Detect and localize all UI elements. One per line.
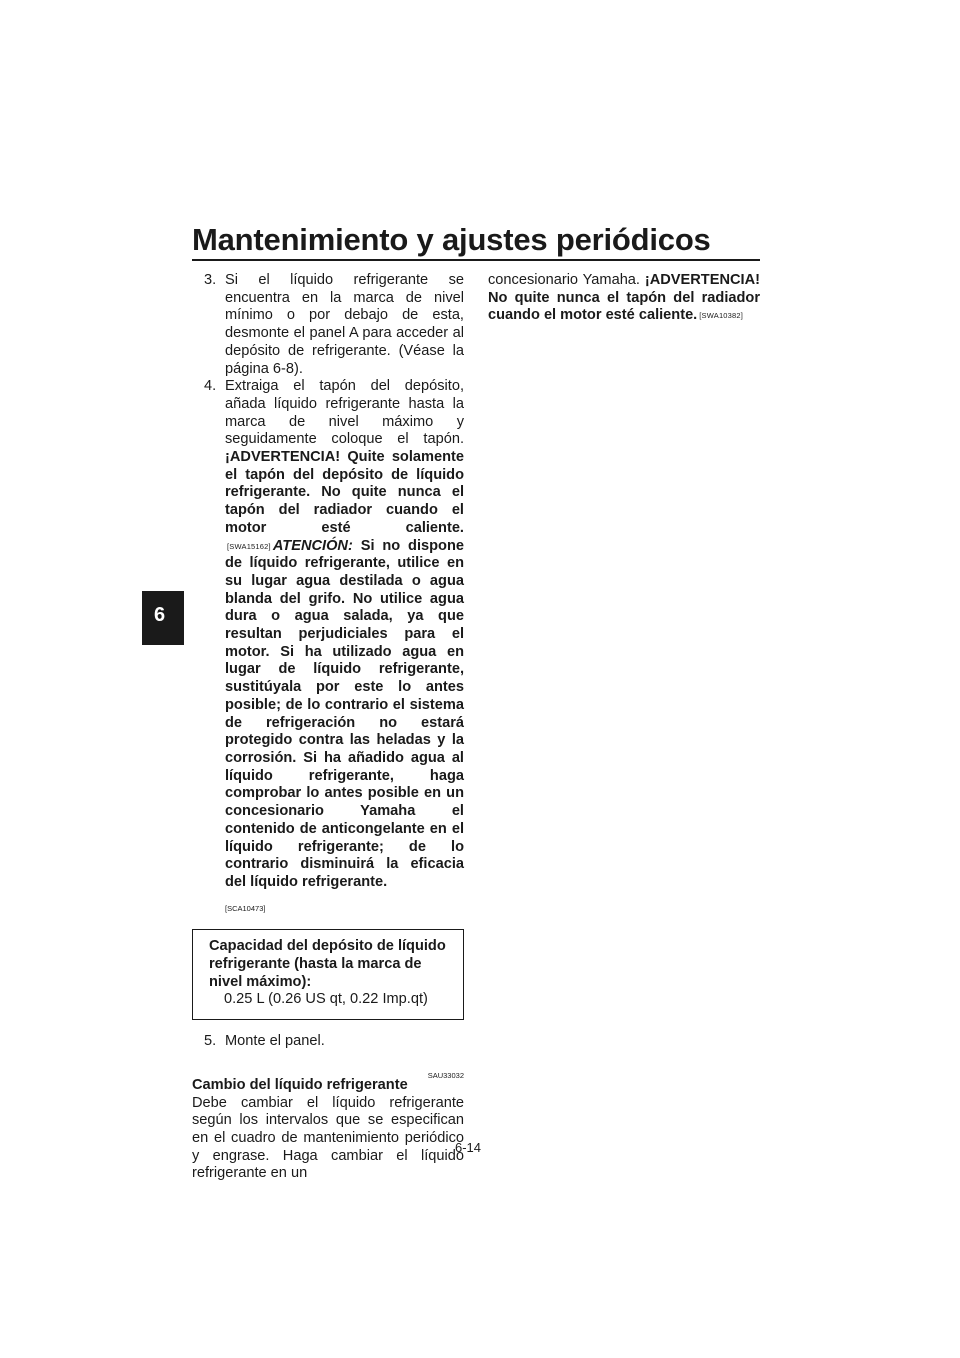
step-text: [225, 378, 464, 929]
section-text: Debe cambiar el líquido refrigerante según los intervalos que se especifican en el cuadro de mantenimiento periódico y engrase. Haga cambiar el líquido refrigerante en un: [192, 1094, 464, 1182]
right-warning-code: [SWA10382]: [699, 311, 744, 321]
spec-title: Capacidad del depósito de líquido refrigerante (hasta la marca de nivel máximo):: [209, 938, 446, 990]
header-rule: [192, 259, 760, 261]
section-title: Cambio del líquido refrigerante: [192, 1076, 408, 1093]
spec-box: [192, 929, 464, 1020]
right-column: [488, 272, 760, 325]
left-column: [192, 272, 464, 1183]
warning-text: ¡ADVERTENCIA! Quite solamente el tapón del depósito de líquido refrigerante. No quite nunca el tapón del radiador cuando el motor esté caliente.: [225, 449, 464, 536]
caution-label: ATENCIÓN:: [272, 537, 353, 554]
warning-code: [SWA15162]: [227, 541, 271, 551]
section-code: SAU33032: [427, 1070, 464, 1080]
step-text: Monte el panel.: [225, 1033, 325, 1050]
step-number: 4.: [204, 378, 217, 395]
page-number: 6-14: [455, 1140, 482, 1155]
spec-value: 0.25 L (0.26 US qt, 0.22 Imp.qt): [224, 991, 428, 1008]
caution-code: [SCA10473]: [225, 903, 266, 913]
right-text: concesionario Yamaha.: [488, 272, 640, 288]
step-4: [192, 378, 464, 929]
step-number: 5.: [204, 1033, 217, 1050]
step-4-text: Extraiga el tapón del depósito, añada líquido refrigerante hasta la marca de nivel máximo y seguidamente coloque el tapón.: [225, 378, 464, 448]
step-text: Si el líquido refrigerante se encuentra en la marca de nivel mínimo o por debajo de esta, desmonte el panel A para acceder al depósito de refrigerante. (Véase la página 6-8).: [225, 272, 464, 377]
right-warning: ¡ADVERTENCIA! No quite nunca el tapón del radiador cuando el motor esté caliente.: [488, 272, 760, 324]
step-number: 3.: [204, 272, 217, 288]
right-paragraph: [488, 272, 760, 325]
step-5: [192, 1033, 464, 1051]
page-title: Mantenimiento y ajustes periódicos: [192, 222, 711, 257]
step-3: [192, 272, 464, 378]
caution-text: Si no dispone de líquido refrigerante, utilice en su lugar agua destilada o agua blanda del grifo. No utilice agua dura o agua salada, ya que resultan perjudiciales para el motor. Si ha utilizado agua en lugar de líquido refrigerante, sustitúyala por este lo antes posible; de lo contrario el sistema de refrigeración no estará protegido contra las heladas y la corrosión. Si ha añadido agua al líquido refrigerante, haga comprobar lo antes posible en un concesionario Yamaha el contenido de anticongelante en el líquido refrigerante; de lo contrario disminuirá la eficacia del líquido refrigerante.: [225, 537, 465, 890]
chapter-number: 6: [154, 604, 166, 626]
